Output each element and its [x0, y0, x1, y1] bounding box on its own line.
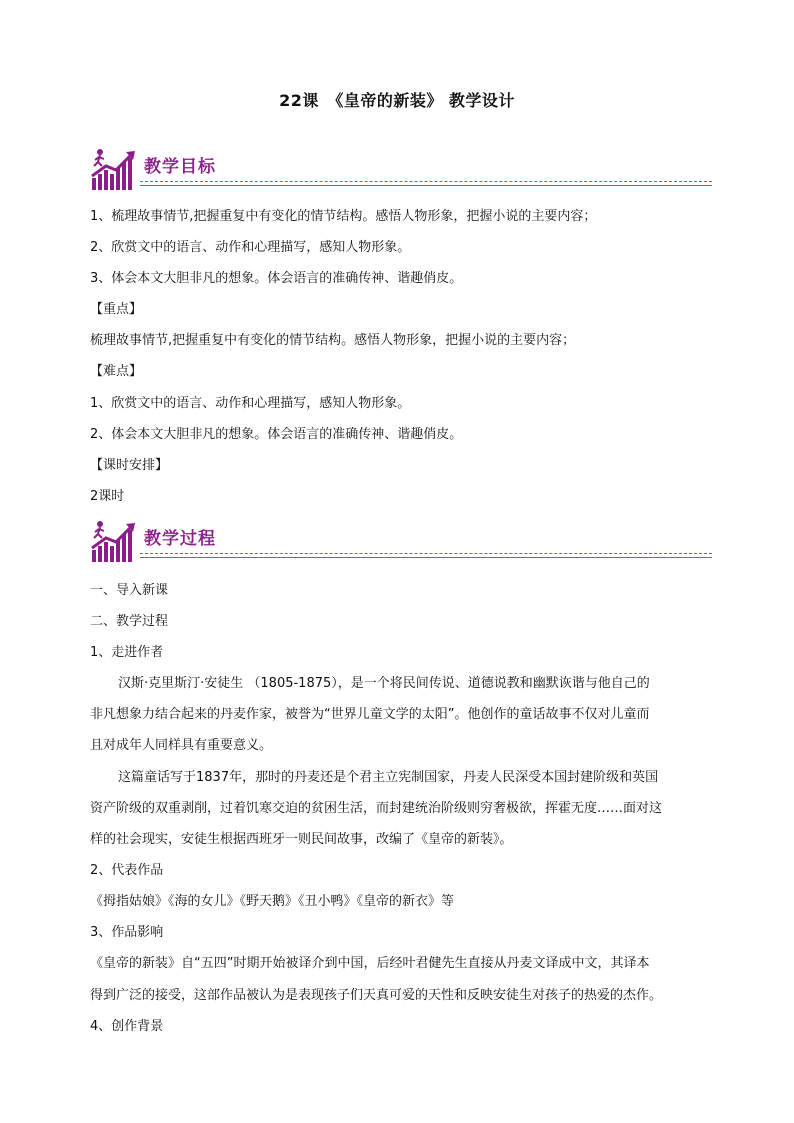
difficulty-label: 【难点】: [90, 364, 143, 379]
section-rule-solid: [140, 557, 712, 558]
process-line: 一、导入新课: [90, 583, 169, 598]
section-rule-solid: [140, 185, 712, 186]
difficulty-item: 1、欣赏文中的语言、动作和心理描写，感知人物形象。: [90, 396, 411, 411]
section-header-process: [88, 520, 712, 566]
running-growth-icon: [88, 520, 138, 566]
section-title: 教学目标: [144, 157, 216, 177]
goal-item: 2、欣赏文中的语言、动作和心理描写，感知人物形象。: [90, 240, 411, 255]
process-line: 1、走进作者: [90, 645, 164, 660]
paragraph-line: 资产阶级的双重剥削，过着饥寒交迫的贫困生活，而封建统治阶级则穷奢极欲，挥霍无度……面对这: [90, 801, 663, 816]
paragraph-line: 汉斯·克里斯汀·安徒生 （1805-1875），是一个将民间传说、道德说教和幽默诙谐与他自己的: [118, 676, 650, 691]
schedule-label: 【课时安排】: [90, 458, 169, 473]
schedule-text: 2课时: [90, 489, 125, 504]
process-line: 二、教学过程: [90, 614, 169, 629]
influence-heading: 3、作品影响: [90, 925, 164, 940]
background-heading: 4、创作背景: [90, 1019, 164, 1034]
section-title: 教学过程: [144, 529, 216, 549]
paragraph-line: 得到广泛的接受，这部作品被认为是表现孩子们天真可爱的天性和反映安徒生对孩子的热爱的杰作。: [90, 988, 663, 1003]
key-label: 【重点】: [90, 302, 143, 317]
paragraph-line: 这篇童话写于1837年，那时的丹麦还是个君主立宪制国家，丹麦人民深受本国封建阶级和英国: [118, 770, 659, 785]
paragraph-line: 且对成年人同样具有重要意义。: [90, 738, 273, 753]
works-text: 《拇指姑娘》《海的女儿》《野天鹅》《丑小鸭》《皇帝的新衣》等: [90, 894, 455, 909]
difficulty-item: 2、体会本文大胆非凡的想象。体会语言的准确传神、谐趣俏皮。: [90, 427, 463, 442]
key-text: 梳理故事情节,把握重复中有变化的情节结构。感悟人物形象，把握小说的主要内容；: [90, 333, 576, 348]
paragraph-line: 非凡想象力结合起来的丹麦作家，被誉为“世界儿童文学的太阳”。他创作的童话故事不仅对儿童而: [90, 707, 650, 722]
section-rule-dashed: [140, 181, 712, 182]
section-header-goals: [88, 148, 712, 194]
section-rule-dashed: [140, 553, 712, 554]
goal-item: 1、梳理故事情节,把握重复中有变化的情节结构。感悟人物形象，把握小说的主要内容；: [90, 209, 597, 224]
paragraph-line: 样的社会现实，安徒生根据西班牙一则民间故事，改编了《皇帝的新装》。: [90, 832, 513, 847]
running-growth-icon: [88, 148, 138, 194]
paragraph-line: 《皇帝的新装》自“五四”时期开始被译介到中国，后经叶君健先生直接从丹麦文译成中文，其译本: [90, 956, 650, 971]
document-title: 22课 《皇帝的新装》 教学设计: [279, 91, 515, 110]
works-heading: 2、代表作品: [90, 863, 164, 878]
goal-item: 3、体会本文大胆非凡的想象。体会语言的准确传神、谐趣俏皮。: [90, 271, 463, 286]
